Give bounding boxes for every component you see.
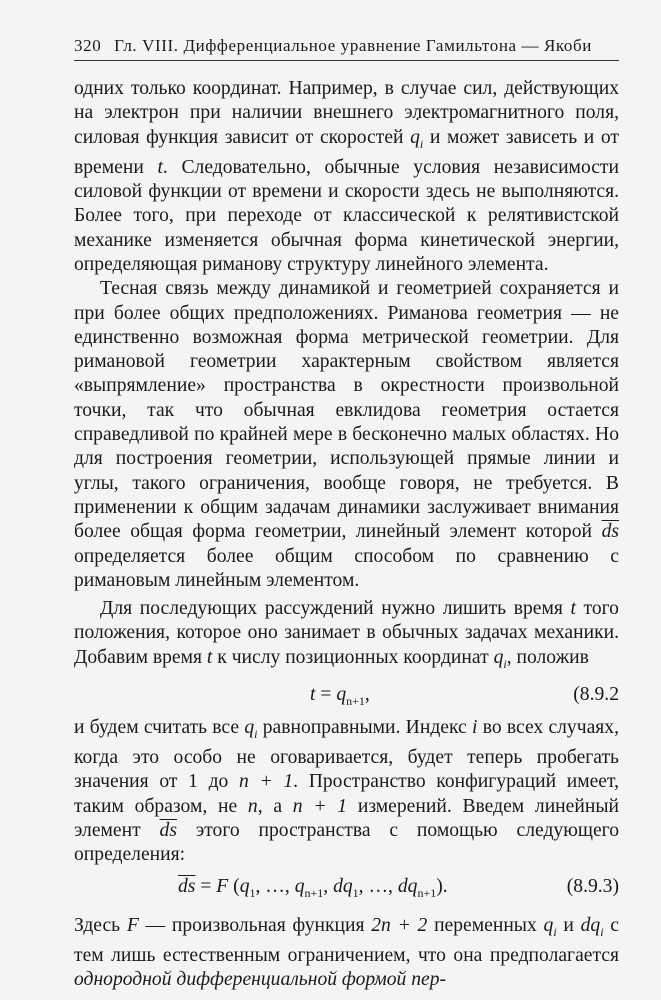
var-q-dot: ˙ $q_i$ bbox=[410, 126, 423, 156]
equation-8-9-2 bbox=[74, 676, 619, 716]
equation-8-9-3 bbox=[74, 868, 619, 914]
page bbox=[74, 36, 619, 992]
line-element-ds: $\overline{ds}$ bbox=[601, 521, 619, 543]
equation-number: (8.9.2 bbox=[573, 683, 619, 705]
chapter-label: Гл. VIII. bbox=[114, 36, 179, 55]
paragraph-5: Здесь F — произвольная функция 2n + 2 переменных $q_i$ и $dq_i$ с тем лишь естественным ограничением, что она предполагается однородной дифференциальной формой пер- bbox=[74, 914, 619, 991]
page-number: 320 bbox=[74, 36, 102, 55]
equation-formula: $\overline{ds} = F$ ($q_1$, …, $q_{n+1}$, $dq_1$, …, $dq_{n+1}$). bbox=[178, 875, 448, 900]
equation-formula: $t = q_{n+1}$, bbox=[310, 683, 370, 708]
paragraph-4: и будем считать все $q_i$ равноправными. Индекс i во всех случаях, когда это особо не оговаривается, будет теперь пробегать значения от 1 до n + 1. Пространство конфигураций имеет, таким образом, не n, а n + 1 измерений. Введем линейный элемент $\overline{ds}$ этого пространства с помощью следующего определения: bbox=[74, 716, 619, 866]
paragraph-2: Тесная связь между динамикой и геометрией сохраняется и при более общих предположениях. Риманова геометрия — не единственно возможная форма метрической геометрии. Для римановой геометрии характерным свойством является «выпрямление» пространства в окрестности произвольной точки, так что обычная евклидова геометрия остается справедливой по крайней мере в бесконечно малых областях. Но для построения геометрии, использующей прямые линии и углы, такого ограничения, вообще говоря, не требуется. В применении к общим задачам динамики заслуживает внимания более общая форма геометрии, линейный элемент которой $\overline{ds}$ определяется более общим способом по сравнению с римановым линейным элементом. bbox=[74, 278, 619, 591]
running-header bbox=[74, 36, 619, 61]
chapter-title: Дифференциальное уравнение Гамильтона — Якоби bbox=[183, 36, 592, 55]
paragraph-1: одних только координат. Например, в случае сил, действующих на электрон при наличии внешнего электромагнитного поля, силовая функция зависит от скоростей ˙ $q_i$ и может зависеть и от времени t. Следовательно, обычные условия независимости силовой функции от времени и скорости здесь не выполняются. Более того, при переходе от классической к релятивистской механике изменяется обычная форма кинетической энергии, определяющая риманову структуру линейного элемента. bbox=[74, 77, 619, 277]
equation-number: (8.9.3) bbox=[566, 875, 619, 897]
paragraph-3: Для последующих рассуждений нужно лишить время t того положения, которое оно занимает в обычных задачах механики. Добавим время t к числу позиционных координат $q_i$, положив bbox=[74, 598, 619, 671]
